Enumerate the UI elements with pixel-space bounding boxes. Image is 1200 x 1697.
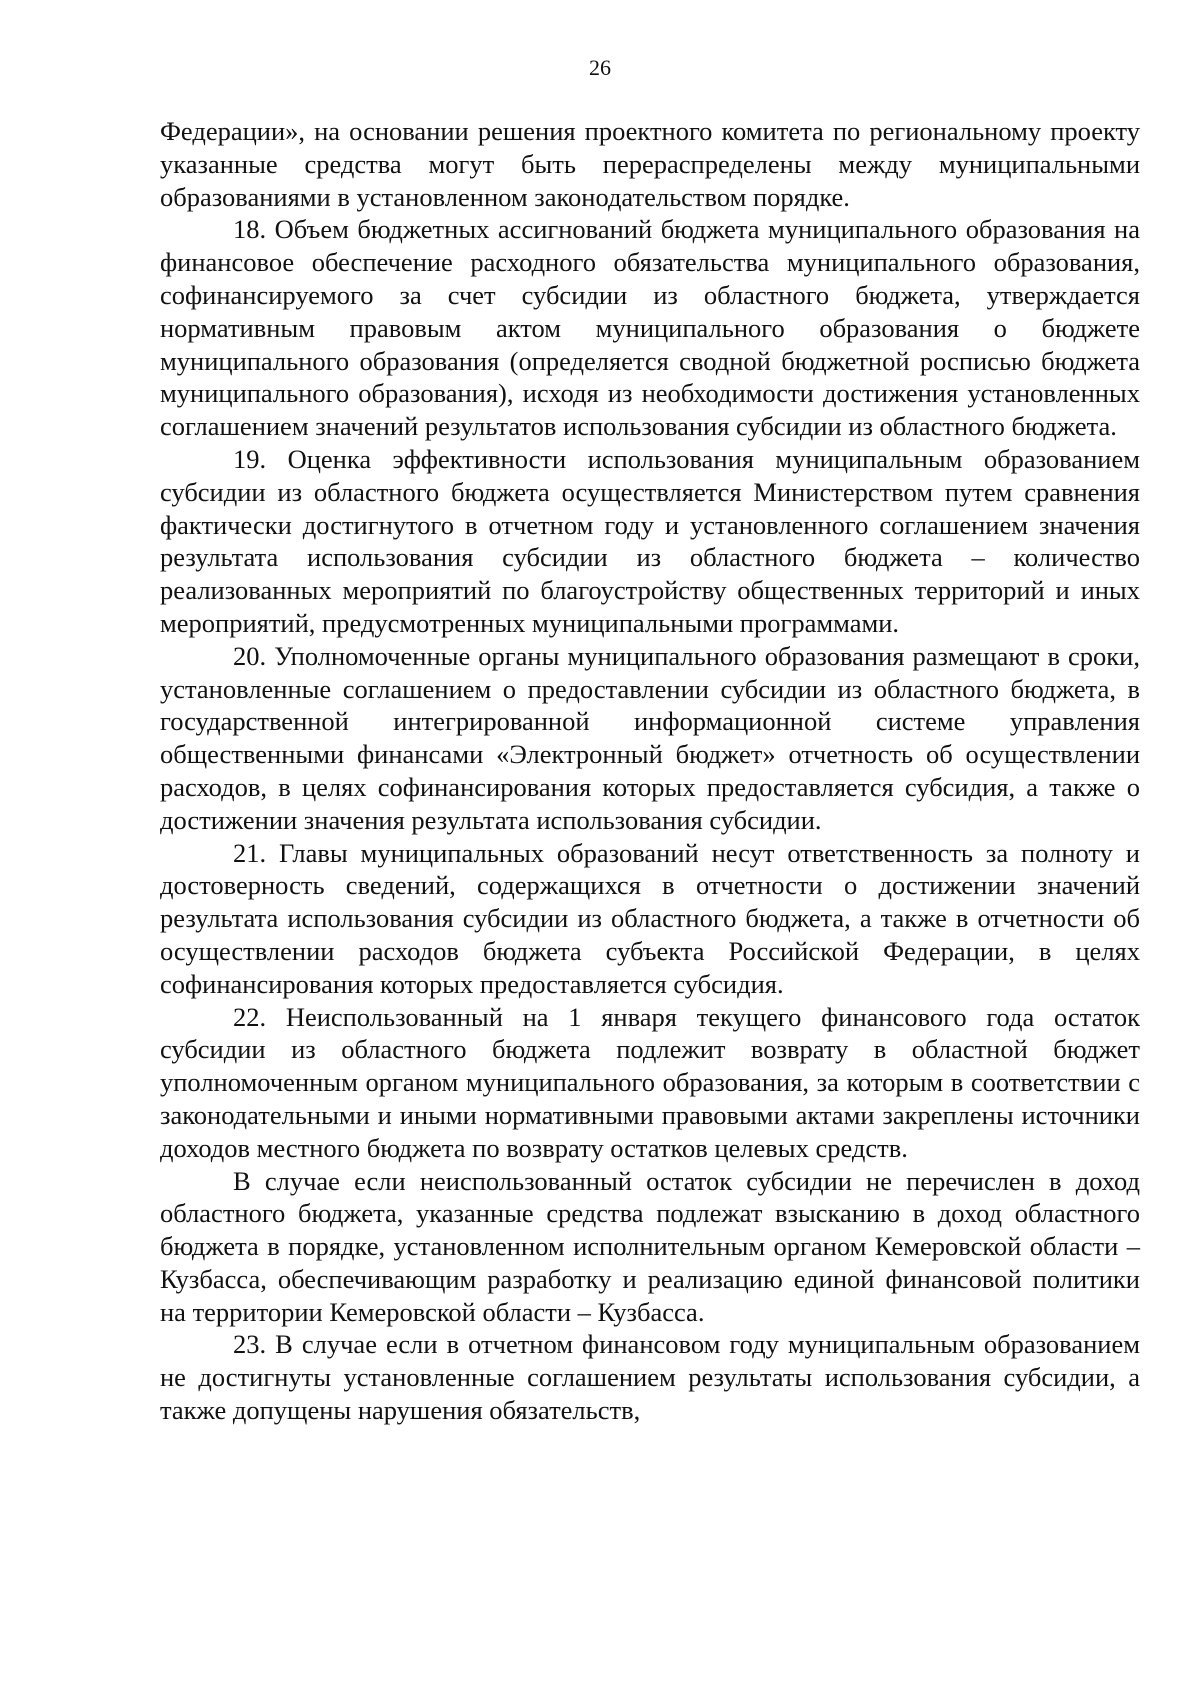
paragraph-20: 20. Уполномоченные органы муниципального образования размещают в сроки, установленные соглашением о предоставлении субсидии из областного бюджета, в государственной интегрированной информационной системе управления общественными финансами «Электронный бюджет» отчетность об осуществлении расходов, в целях софинансирования которых предоставляется субсидия, а также о достижении значения результата использования субсидии.: [160, 640, 1140, 835]
paragraph-continuation: Федерации», на основании решения проектного комитета по региональному проекту указанные средства могут быть перераспределены между муниципальными образованиями в установленном законодательством порядке.: [160, 116, 1140, 212]
paragraph-21: 21. Главы муниципальных образований несут ответственность за полноту и достоверность сведений, содержащихся в отчетности о достижении значений результата использования субсидии из областного бюджета, а также в отчетности об осуществлении расходов бюджета субъекта Российской Федерации, в целях софинансирования которых предоставляется субсидия.: [160, 837, 1140, 999]
document-body: [160, 115, 1140, 1427]
paragraph-22: 22. Неиспользованный на 1 января текущего финансового года остаток субсидии из областного бюджета подлежит возврату в областной бюджет уполномоченным органом муниципального образования, за которым в соответствии с законодательными и иными нормативными правовыми актами закреплены источники доходов местного бюджета по возврату остатков целевых средств.: [160, 1001, 1140, 1163]
paragraph-22-return: В случае если неиспользованный остаток субсидии не перечислен в доход областного бюджета, указанные средства подлежат взысканию в доход областного бюджета в порядке, установленном исполнительным органом Кемеровской области – Кузбасса, обеспечивающим разработку и реализацию единой финансовой политики на территории Кемеровской области – Кузбасса.: [160, 1165, 1140, 1327]
page-number: 26: [589, 55, 611, 80]
paragraph-19: 19. Оценка эффективности использования муниципальным образованием субсидии из областного бюджета осуществляется Министерством путем сравнения фактически достигнутого в отчетном году и установленного соглашением значения результата использования субсидии из областного бюджета – количество реализованных мероприятий по благоустройству общественных территорий и иных мероприятий, предусмотренных муниципальными программами.: [160, 443, 1140, 638]
paragraph-18: 18. Объем бюджетных ассигнований бюджета муниципального образования на финансовое обеспечение расходного обязательства муниципального образования, софинансируемого за счет субсидии из областного бюджета, утверждается нормативным правовым актом муниципального образования о бюджете муниципального образования (определяется сводной бюджетной росписью бюджета муниципального образования), исходя из необходимости достижения установленных соглашением значений результатов использования субсидии из областного бюджета.: [160, 214, 1140, 442]
paragraph-23: 23. В случае если в отчетном финансовом году муниципальным образованием не достигнуты установленные соглашением результаты использования субсидии, а также допущены нарушения обязательств,: [160, 1329, 1140, 1426]
